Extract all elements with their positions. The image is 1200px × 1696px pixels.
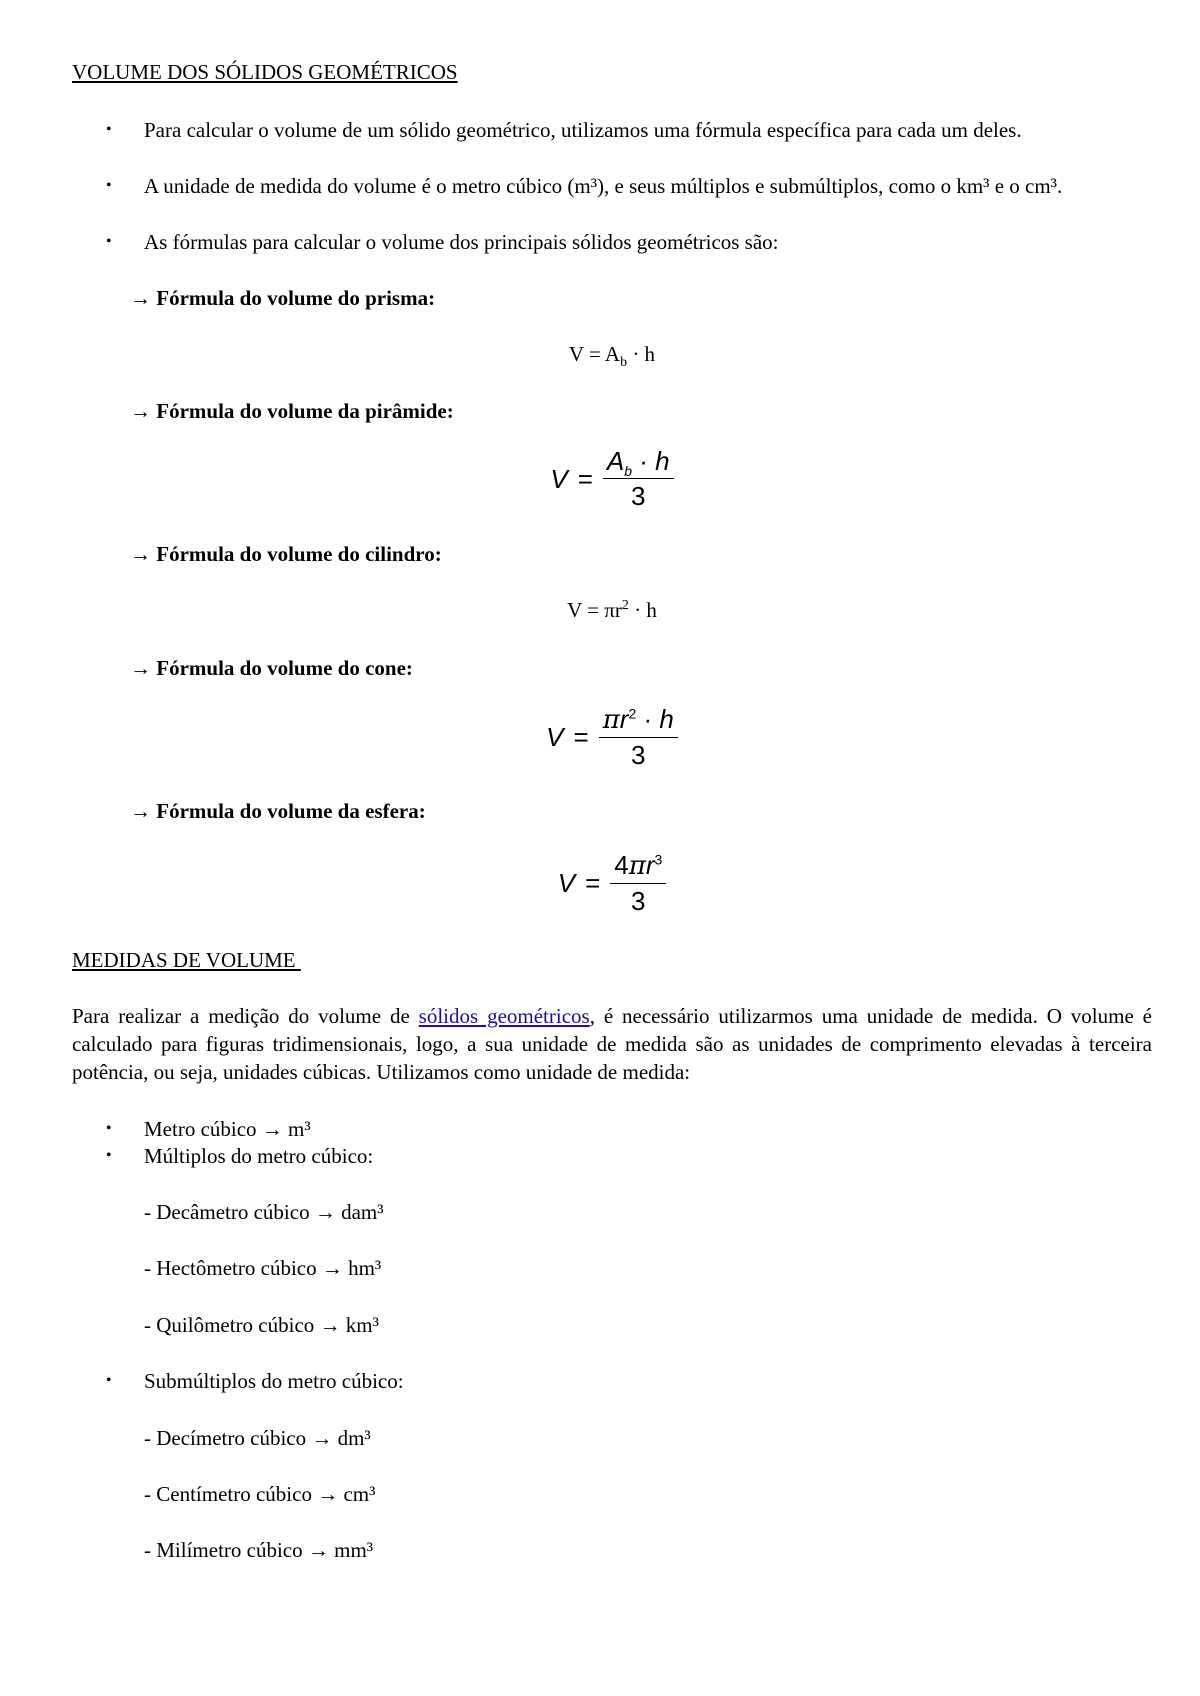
arrow-icon: → <box>130 399 151 423</box>
formula-var: V <box>557 868 576 898</box>
fraction-denominator: 3 <box>631 740 646 770</box>
formula-cone <box>72 704 1152 770</box>
arrow-icon: → <box>130 656 151 680</box>
formula-part: · h <box>632 446 670 476</box>
list-item-text: A unidade de medida do volume é o metro cúbico (m³), e seus múltiplos e submúltiplos, como o km³ e o cm³. <box>144 174 1063 198</box>
list-item-text: As fórmulas para calcular o volume dos principais sólidos geométricos são: <box>144 230 779 254</box>
list-subitem: - Milímetro cúbico → mm³ <box>144 1538 374 1562</box>
formula-label-cone <box>130 654 413 682</box>
formula-part: π <box>628 851 646 881</box>
formula-label-prisma <box>130 284 435 312</box>
formula-equals: = <box>585 868 601 898</box>
bullet-icon: • <box>106 177 112 194</box>
formula-part: r <box>645 850 655 880</box>
fraction-denominator: 3 <box>631 886 646 916</box>
formula-label-cilindro <box>130 540 442 568</box>
list-subitem: - Hectômetro cúbico → hm³ <box>144 1256 382 1280</box>
formula-part: π <box>602 705 620 735</box>
formula-part: A <box>606 446 625 476</box>
formula-label-piramide <box>130 397 454 425</box>
formula-esfera <box>72 850 1152 916</box>
arrow-icon: → <box>130 542 151 566</box>
bullet-icon: • <box>106 1120 112 1137</box>
fraction <box>610 850 666 916</box>
formula-superscript: 2 <box>628 705 637 722</box>
section-title-volume: VOLUME DOS SÓLIDOS GEOMÉTRICOS <box>72 60 458 84</box>
list-subitem: - Quilômetro cúbico → km³ <box>144 1313 379 1337</box>
list-subitem: - Decímetro cúbico → dm³ <box>144 1426 371 1450</box>
formula-label-esfera <box>130 797 426 825</box>
formula-prisma <box>72 340 1152 371</box>
formula-part: V = πr <box>567 598 622 622</box>
list-item-text: Metro cúbico → m³ <box>144 1117 311 1141</box>
bullet-icon: • <box>106 1372 112 1389</box>
fraction-denominator: 3 <box>631 481 646 511</box>
formula-subscript: b <box>624 463 633 480</box>
paragraph-text: Para realizar a medição do volume de <box>72 1004 419 1028</box>
arrow-icon: → <box>130 286 151 310</box>
formula-superscript: 2 <box>621 598 629 613</box>
formula-label-text: Fórmula do volume da pirâmide: <box>156 399 454 423</box>
formula-cilindro <box>72 596 1152 624</box>
formula-equals: = <box>573 722 589 752</box>
list-subitem: - Centímetro cúbico → cm³ <box>144 1482 376 1506</box>
formula-part: 4 <box>614 850 629 880</box>
formula-label-text: Fórmula do volume do prisma: <box>156 286 436 310</box>
formula-label-text: Fórmula do volume da esfera: <box>156 799 426 823</box>
list-item-text: Para calcular o volume de um sólido geométrico, utilizamos uma fórmula específica para cada um deles. <box>144 118 1022 142</box>
paragraph-medidas <box>72 1002 1152 1086</box>
formula-piramide <box>72 446 1152 511</box>
section-title-medidas: MEDIDAS DE VOLUME <box>72 948 301 972</box>
formula-part: · h <box>628 598 657 622</box>
formula-var: V <box>546 722 564 752</box>
list-item-text: Submúltiplos do metro cúbico: <box>144 1369 404 1393</box>
formula-equals: = <box>577 463 593 494</box>
link-solidos-geometricos[interactable]: sólidos geométricos <box>418 1004 590 1028</box>
formula-label-text: Fórmula do volume do cone: <box>156 656 413 680</box>
formula-subscript: b <box>620 355 628 371</box>
fraction <box>599 704 678 770</box>
formula-part: · h <box>627 342 656 366</box>
formula-label-text: Fórmula do volume do cilindro: <box>156 542 442 566</box>
paragraph-text: , é necessário utilizarmos uma unidade de medida. O volume é calculado para figuras tridimensionais, logo, a sua unidade de medida são as unidades de comprimento elevadas à terceira potência, ou seja, unidades cúbicas. Utilizamos como unidade de medida: <box>72 1004 1152 1084</box>
formula-part: · h <box>636 704 674 734</box>
bullet-icon: • <box>106 233 112 250</box>
formula-part: r <box>619 704 629 734</box>
formula-var: V <box>550 463 568 494</box>
formula-part: V = A <box>568 342 621 366</box>
fraction <box>603 446 674 511</box>
list-item-text: Múltiplos do metro cúbico: <box>144 1144 374 1168</box>
arrow-icon: → <box>130 799 151 823</box>
bullet-icon: • <box>106 1147 112 1164</box>
list-subitem: - Decâmetro cúbico → dam³ <box>144 1200 384 1224</box>
formula-superscript: 3 <box>654 851 663 868</box>
bullet-icon: • <box>106 121 112 138</box>
